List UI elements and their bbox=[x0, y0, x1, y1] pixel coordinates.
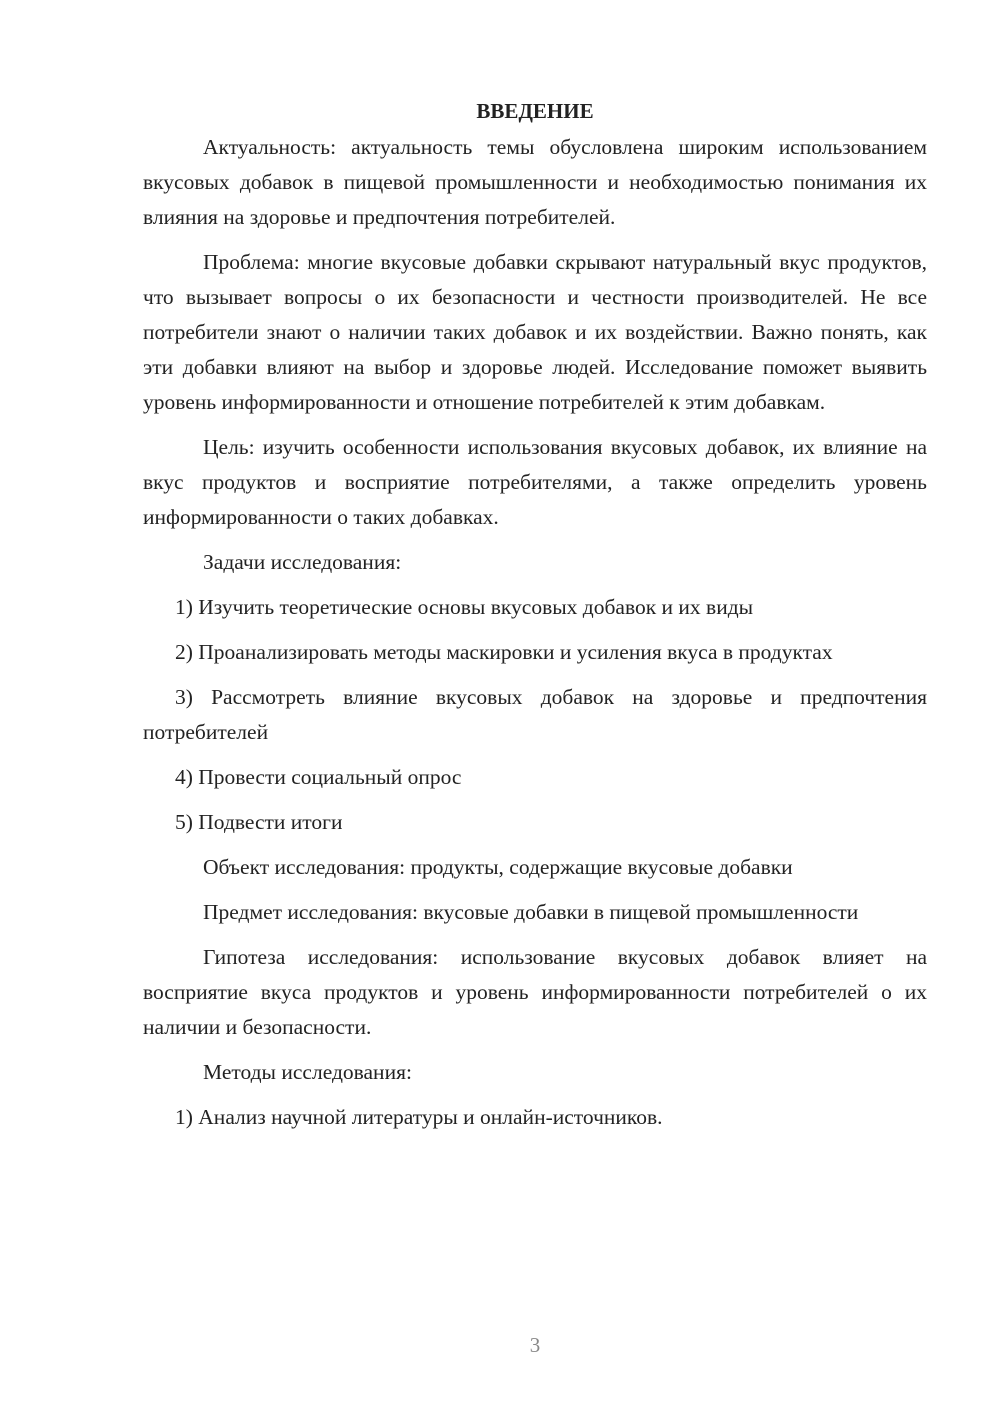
section-title: ВВЕДЕНИЕ bbox=[476, 99, 594, 123]
goal-paragraph: Цель: изучить особенности использования вкусовых добавок, их влияние на вкус продуктов и восприятие потребителями, а также определить уровень информированности о таких добавках. bbox=[143, 435, 927, 529]
tasks-heading: Задачи исследования: bbox=[203, 550, 402, 574]
hypothesis-paragraph: Гипотеза исследования: использование вкусовых добавок влияет на восприятие вкуса продуктов и уровень информированности потребителей о их наличии и безопасности. bbox=[143, 945, 927, 1039]
task-item-4: 4) Провести социальный опрос bbox=[175, 765, 462, 789]
object-paragraph: Объект исследования: продукты, содержащие вкусовые добавки bbox=[203, 855, 793, 879]
relevance-paragraph: Актуальность: актуальность темы обусловлена широким использованием вкусовых добавок в пищевой промышленности и необходимостью понимания их влияния на здоровье и предпочтения потребителей. bbox=[143, 135, 927, 229]
page-number: 3 bbox=[529, 1333, 541, 1357]
method-item-1: 1) Анализ научной литературы и онлайн-источников. bbox=[175, 1105, 663, 1129]
task-item-1: 1) Изучить теоретические основы вкусовых добавок и их виды bbox=[175, 595, 754, 619]
task-item-3: 3) Рассмотреть влияние вкусовых добавок на здоровье и предпочтения потребителей bbox=[143, 685, 927, 744]
subject-paragraph: Предмет исследования: вкусовые добавки в пищевой промышленности bbox=[203, 900, 859, 924]
methods-heading: Методы исследования: bbox=[203, 1060, 412, 1084]
page-content bbox=[143, 96, 927, 1135]
task-item-5: 5) Подвести итоги bbox=[175, 810, 343, 834]
problem-paragraph: Проблема: многие вкусовые добавки скрывают натуральный вкус продуктов, что вызывает вопросы о их безопасности и честности производителей. Не все потребители знают о наличии таких добавок и их воздействии. Важно понять, как эти добавки влияют на выбор и здоровье людей. Исследование поможет выявить уровень информированности и отношение потребителей к этим добавкам. bbox=[143, 250, 927, 414]
task-item-2: 2) Проанализировать методы маскировки и усиления вкуса в продуктах bbox=[175, 640, 833, 664]
